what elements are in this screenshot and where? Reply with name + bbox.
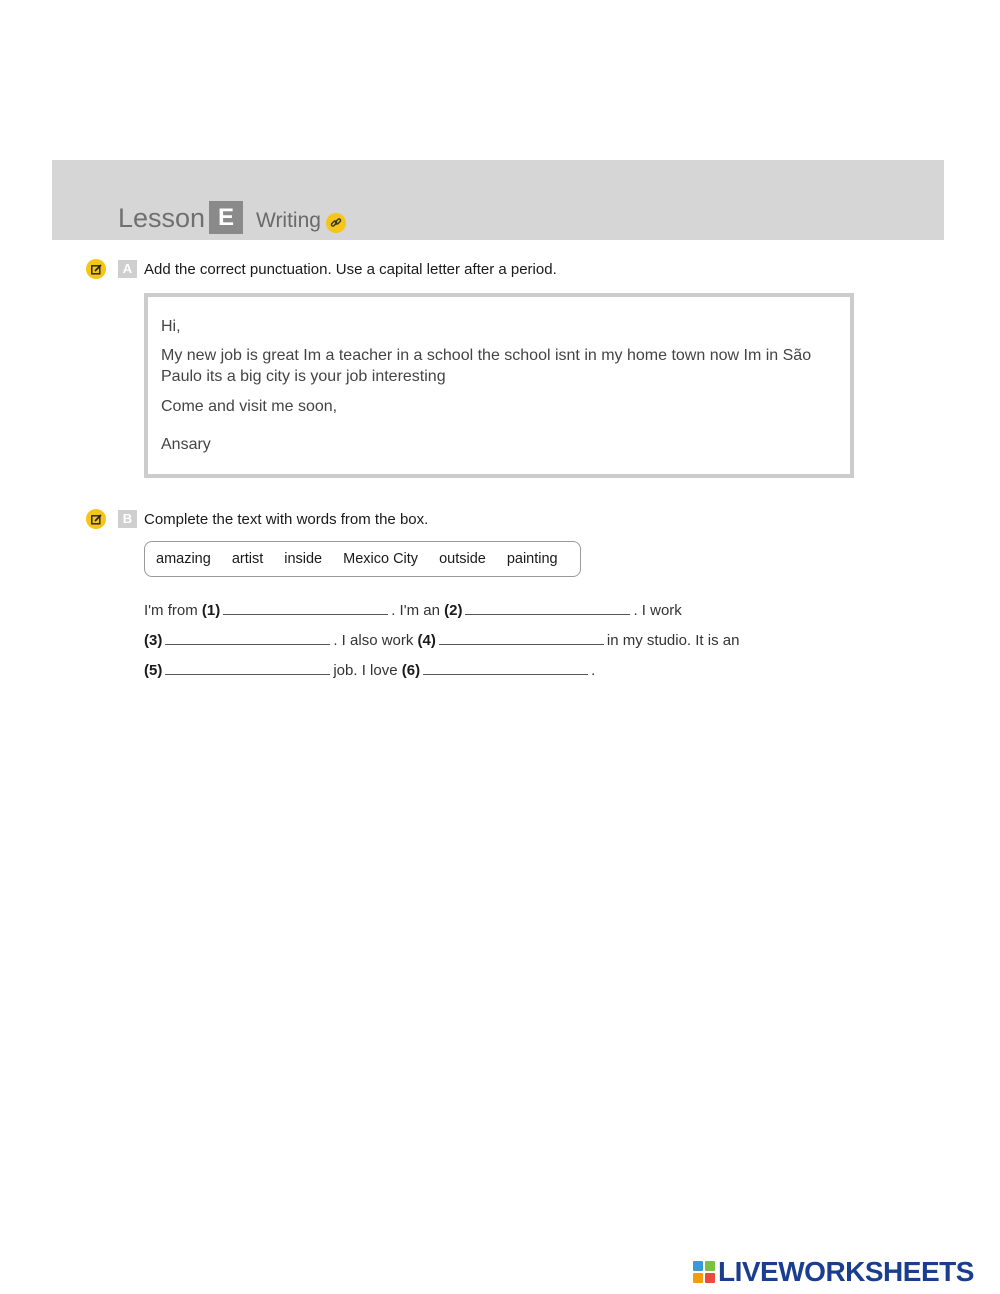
lesson-title: Writing (256, 209, 321, 232)
blank-number: (4) (417, 632, 436, 649)
word-option: Mexico City (343, 551, 419, 567)
liveworksheets-logo (693, 1256, 974, 1288)
edit-icon (86, 509, 106, 529)
cloze-text: . I'm an (391, 602, 440, 619)
cloze-line-2 (144, 632, 739, 649)
answer-blank-4[interactable] (439, 633, 604, 645)
answer-blank-3[interactable] (165, 633, 330, 645)
cloze-text: I'm from (144, 602, 198, 619)
task-b-instruction: Complete the text with words from the box. (144, 511, 429, 528)
lesson-letter-badge: E (209, 201, 243, 234)
answer-blank-2[interactable] (465, 603, 630, 615)
word-option: inside (284, 551, 323, 567)
cloze-text: . I work (633, 602, 682, 619)
lesson-label: Lesson (118, 203, 206, 233)
cloze-line-3 (144, 662, 595, 679)
blank-number: (3) (144, 632, 163, 649)
letter-body[interactable]: My new job is great Im a teacher in a school the school isnt in my home town now Im in São Paulo its a big city is your job interesting (161, 347, 812, 385)
blank-number: (1) (201, 602, 221, 619)
cloze-text: . I also work (333, 632, 414, 649)
cloze-line-1 (144, 602, 682, 619)
blank-number: (5) (144, 662, 163, 679)
cloze-text: . (591, 662, 596, 679)
answer-blank-1[interactable] (223, 603, 388, 615)
logo-mark-icon (693, 1261, 715, 1283)
task-a-instruction: Add the correct punctuation. Use a capital letter after a period. (144, 261, 557, 278)
answer-blank-6[interactable] (423, 663, 588, 675)
word-option: artist (231, 551, 264, 567)
word-box (144, 541, 581, 577)
blank-number: (2) (444, 602, 463, 619)
word-option: outside (439, 551, 486, 567)
letter-signature[interactable]: Ansary (161, 436, 211, 453)
task-letter-a: A (118, 260, 137, 278)
word-option: amazing (156, 551, 211, 567)
cloze-text: in my studio. It is an (606, 632, 740, 649)
blank-number: (6) (401, 662, 421, 679)
link-icon (326, 213, 346, 233)
answer-blank-5[interactable] (165, 663, 330, 675)
letter-closing[interactable]: Come and visit me soon, (161, 398, 338, 415)
edit-icon (86, 259, 106, 279)
word-option: painting (506, 551, 558, 567)
task-letter-b: B (118, 510, 137, 528)
logo-text: LIVEWORKSHEETS (718, 1256, 974, 1287)
letter-greeting[interactable]: Hi, (161, 318, 181, 335)
cloze-text: job. I love (333, 662, 398, 679)
